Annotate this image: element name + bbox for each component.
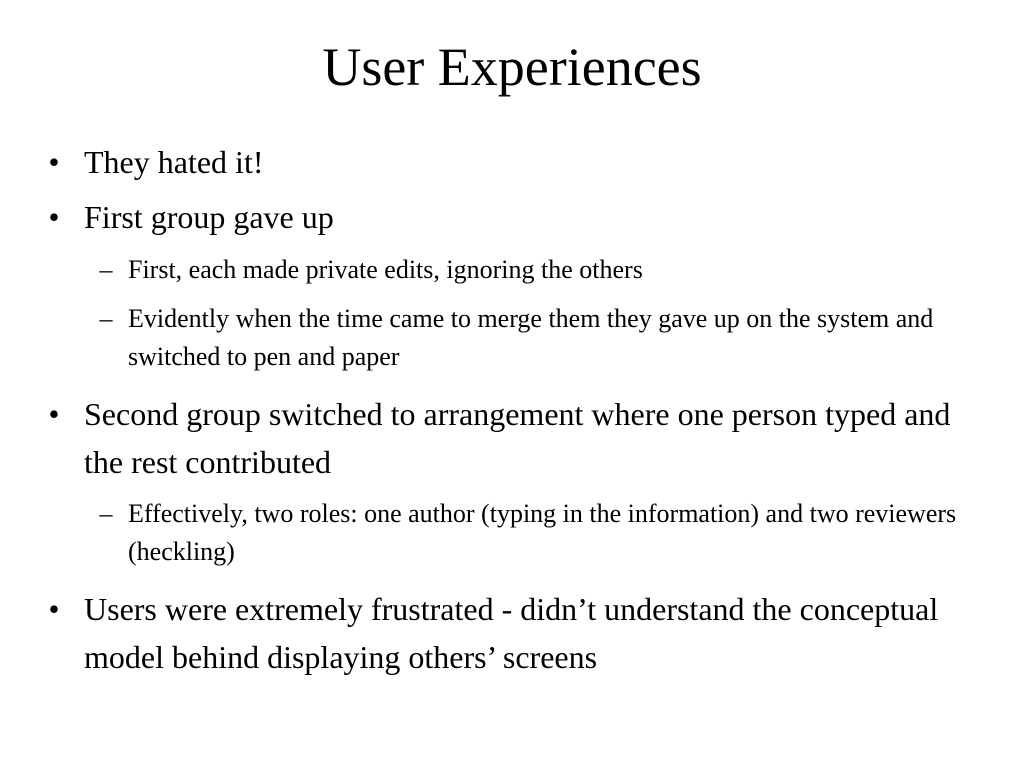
bullet-text: Users were extremely frustrated - didn’t understand the conceptual model behind displaying others’ screens	[84, 591, 939, 675]
bullet-item	[48, 193, 984, 241]
sub-bullet-item	[99, 251, 988, 289]
dash-marker: –	[99, 499, 113, 528]
dash-marker: –	[99, 304, 113, 333]
bullet-marker: •	[48, 199, 60, 235]
bullet-item	[48, 138, 984, 186]
sub-bullet-item	[99, 495, 988, 571]
bullet-text: Second group switched to arrangement where one person typed and the rest contributed	[84, 396, 951, 480]
bullet-marker: •	[48, 144, 60, 180]
bullet-marker: •	[48, 396, 60, 432]
slide-title: User Experiences	[322, 37, 702, 97]
bullet-item	[48, 390, 984, 486]
sub-bullet-item	[99, 300, 988, 376]
bullet-item	[48, 585, 984, 681]
dash-marker: –	[99, 255, 113, 284]
sub-bullet-text: Evidently when the time came to merge them they gave up on the system and switched to pen and paper	[128, 304, 934, 371]
sub-bullet-text: Effectively, two roles: one author (typing in the information) and two reviewers (heckling)	[128, 499, 957, 566]
sub-bullet-text: First, each made private edits, ignoring the others	[128, 255, 643, 284]
bullet-marker: •	[48, 591, 60, 627]
bullet-text: They hated it!	[84, 144, 264, 180]
bullet-text: First group gave up	[84, 199, 334, 235]
